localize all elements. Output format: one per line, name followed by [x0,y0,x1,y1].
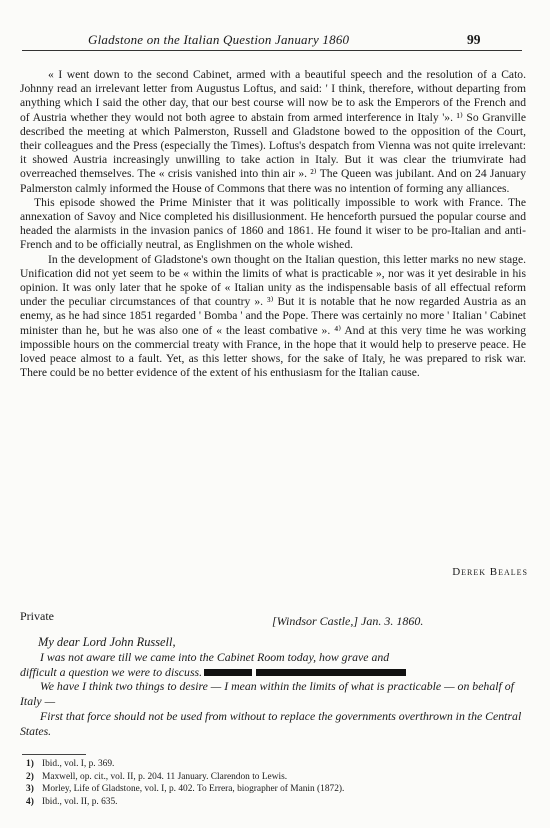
redaction-mark [256,669,406,676]
private-label: Private [20,609,54,623]
footnote-rule [22,754,86,755]
letter-paragraph: First that force should not be used from without to replace the governments overthrown in the Central States. [20,708,522,738]
footnote [26,783,526,796]
body-paragraph: In the development of Gladstone's own thought on the Italian question, this letter marks no new stage. Unification did not yet seem to be « within the limits of what is practicable », nor was it yet desirable in his opinion. It was only later that he spoke of « Italian unity as the indispensable basis of all effectual reform under the peculiar circumstances of that country ». ³⁾ But it is notable that he now regarded Austria as an enemy, as he had since 1851 regarded ' Bomba ' and the Pope. There was certainly no more ' Italian ' Cabinet minister than he, but he was also one of « the least combative ». ⁴⁾ And at this very time he was working impossible hours on the commercial treaty with France, in the hope that it would help to preserve peace. He loved peace almost to a fault. Yet, as this letter shows, for the sake of Italy, he was prepared to risk war. There could be no better evidence of the extent of his enthusiasm for the Italian cause. [20,252,526,380]
letter-line [20,665,526,680]
body-paragraph: This episode showed the Prime Minister that it was politically impossible to work with France. The annexation of Savoy and Nice completed his disillusionment. He henceforth pursued the popular course and headed the alarmists in the invasion panics of 1860 and 1861. He found it wiser to be pro-Italian and anti-French and to be officially neutral, as Englishmen on the whole wished. [20,195,526,252]
footnote-text: Ibid., vol. I, p. 369. [42,759,115,769]
footnotes [26,758,526,808]
redaction-mark [204,669,252,676]
author-signature: Derek Beales [452,566,528,578]
footnote [26,758,526,771]
footnote-number: 4) [26,796,34,807]
letter-body [20,635,526,739]
letter-paragraph: We have I think two things to desire — I mean within the limits of what is practicable — on behalf of Italy — [20,679,514,709]
page-number: 99 [467,32,481,47]
letter-text: I was not aware till we came into the Cabinet Room today, how grave and [40,649,390,664]
article-body [20,68,526,380]
letter-text: difficult a question we were to discuss. [20,664,203,679]
page-header [0,32,550,50]
dateline-place: [Windsor Castle,] [272,614,359,628]
footnote-number: 2) [26,771,34,782]
letter-line [20,650,526,665]
footnote-text: Ibid., vol. II, p. 635. [42,796,118,807]
letter-dateline [272,614,423,629]
footnote-number: 3) [26,784,34,795]
letter-salutation: My dear Lord John Russell, [38,635,176,649]
body-paragraph: « I went down to the second Cabinet, armed with a beautiful speech and the resolution of a Cato. Johnny read an irrelevant letter from Augustus Loftus, and said: ' I think, therefore, without departing from anything which I said the other day, that our best course will now be to ask the Emperors of the French and of Austria whether they would not both agree to abstain from armed interference in Italy '». ¹⁾ So Granville described the meeting at which Palmerston, Russell and Gladstone bowed to the opposition of the Court, their colleagues and the Press (especially the Times). Loftus's despatch from Vienna was not quite irrelevant: it showed Austria increasingly unwilling to take action in Italy. But it was clear the triumvirate had overreached themselves. The « crisis vanished into thin air ». ²⁾ The Queen was jubilant. And on 24 January Palmerston calmly informed the House of Commons that there was no intention of forming any alliances. [20,68,526,195]
header-rule [22,50,522,51]
dateline-date: Jan. 3. 1860. [361,614,424,628]
footnote-text: Morley, Life of Gladstone, vol. I, p. 402. To Errera, biographer of Manin (1872). [42,784,345,795]
footnote-text: Maxwell, op. cit., vol. II, p. 204. 11 January. Clarendon to Lewis. [42,771,288,782]
running-head: Gladstone on the Italian Question January 1860 [88,32,350,47]
footnote-number: 1) [26,759,34,769]
footnote [26,771,526,784]
footnote [26,796,526,809]
